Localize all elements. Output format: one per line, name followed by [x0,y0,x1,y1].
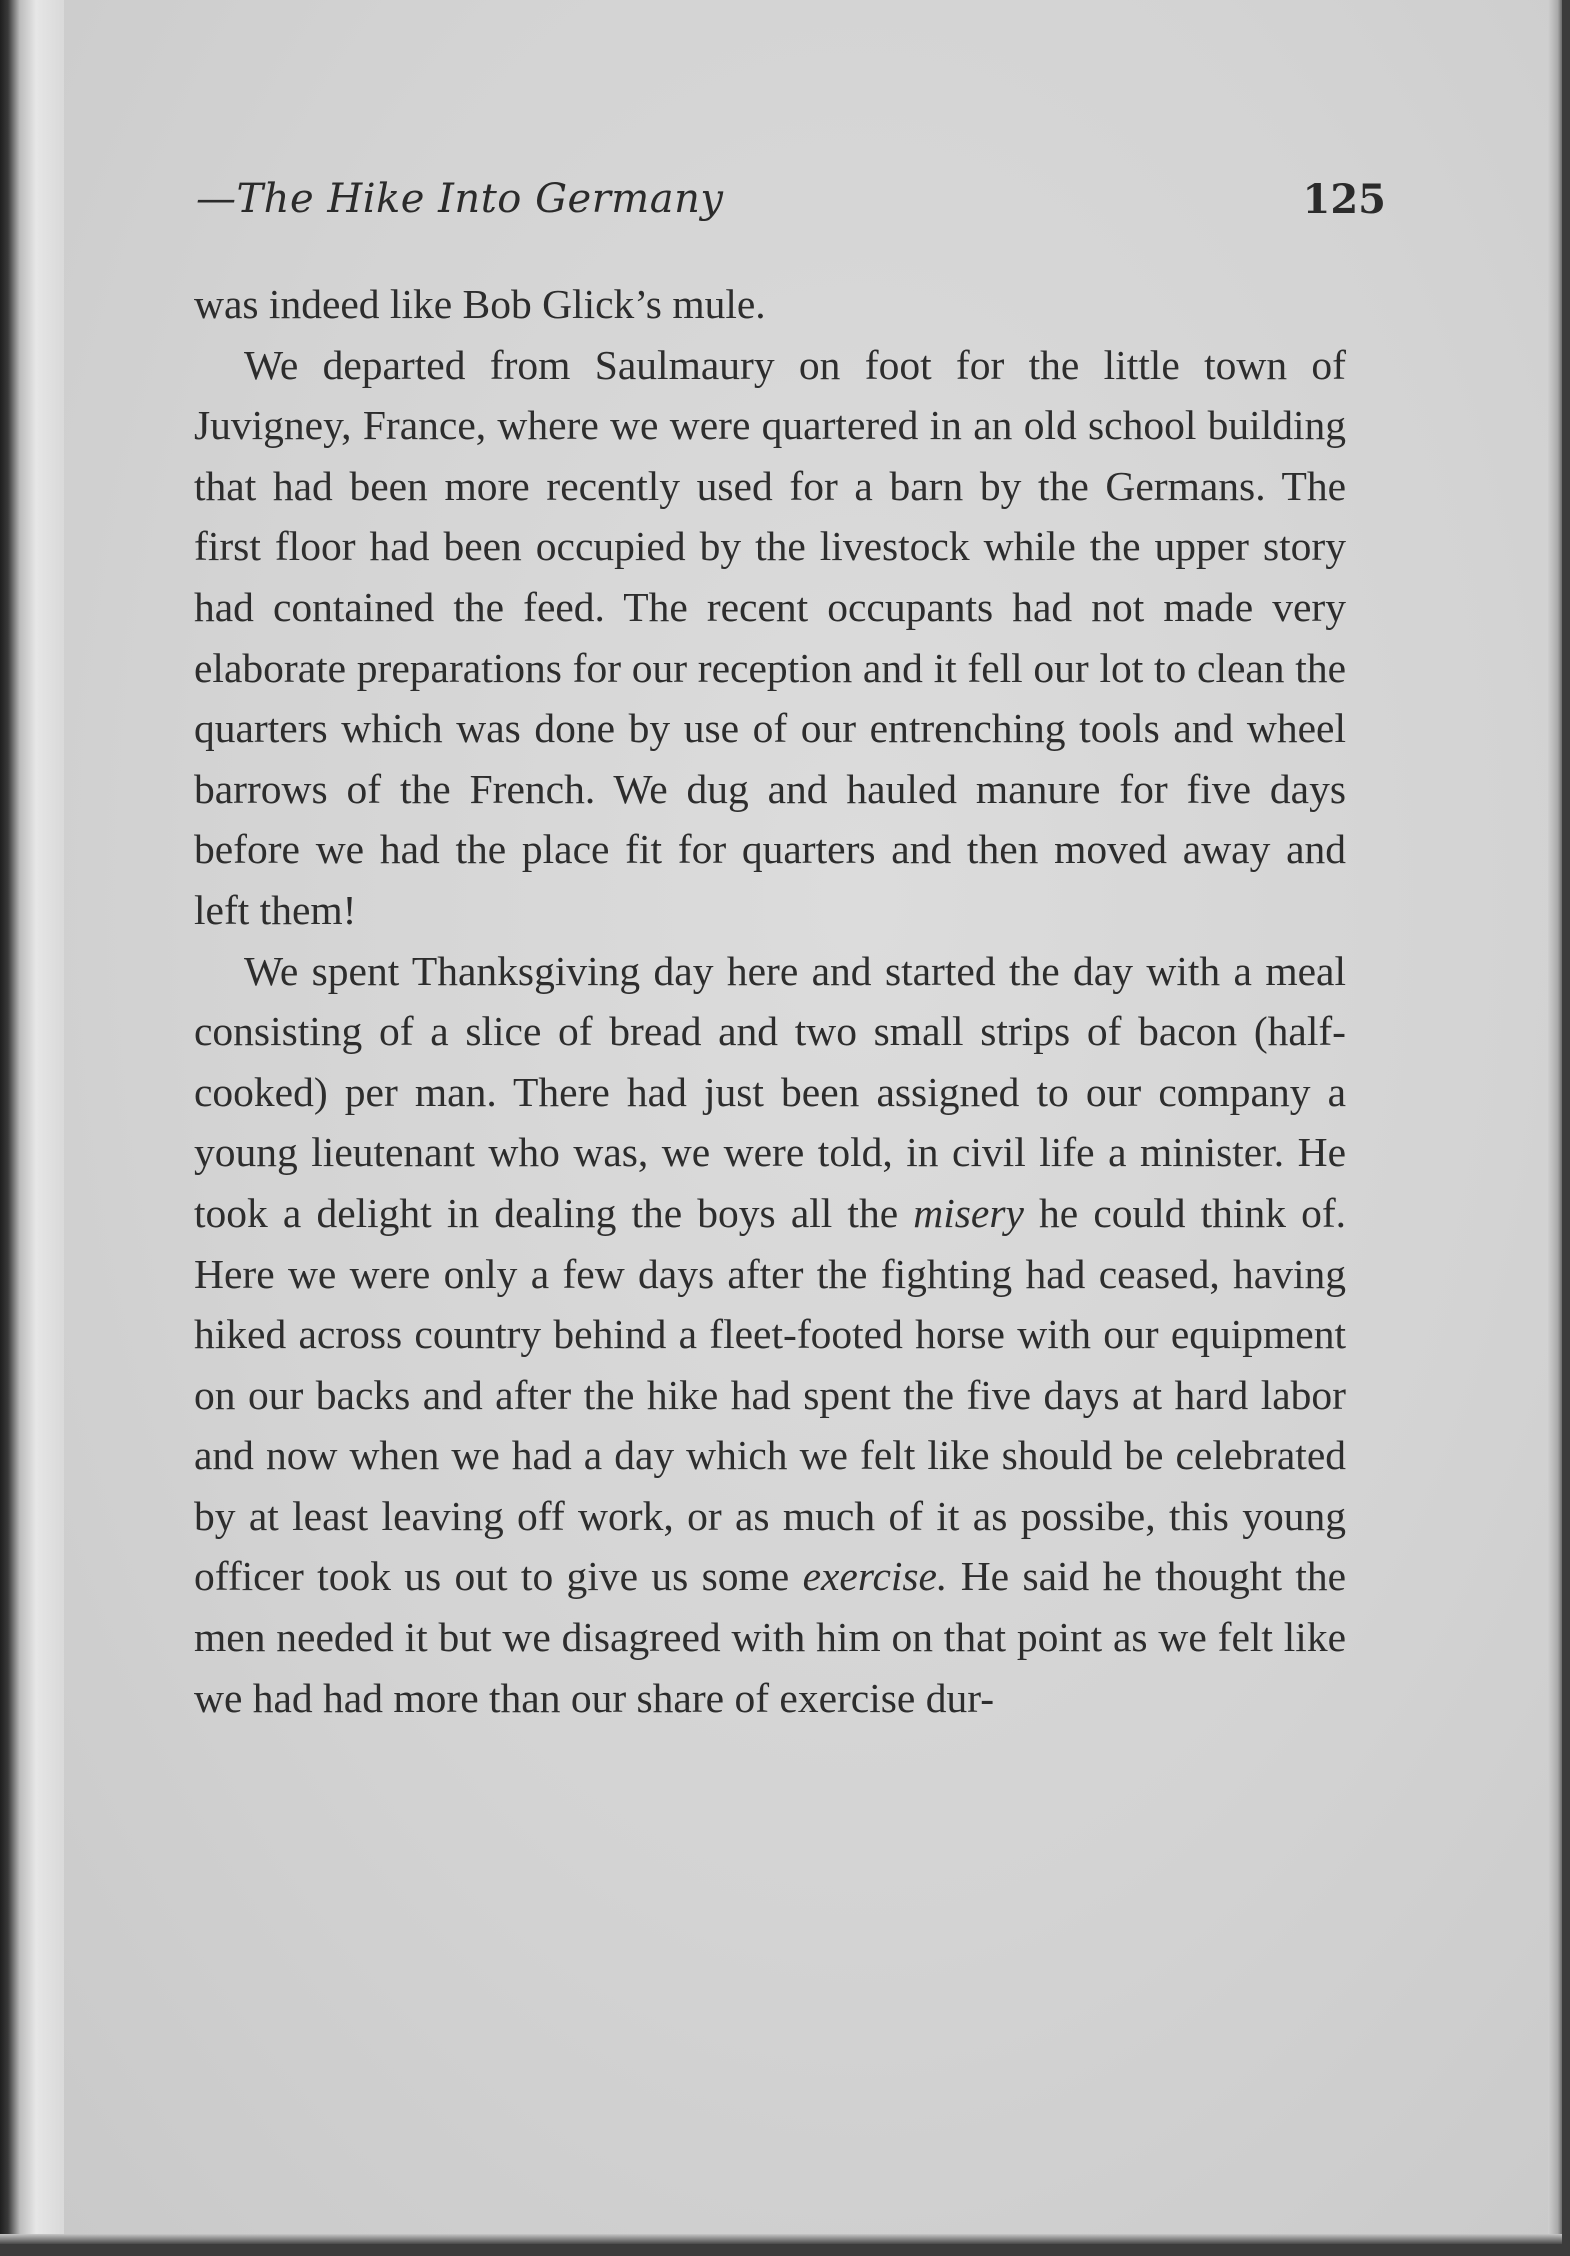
running-header [196,168,1386,228]
paragraph-3 [194,941,1346,1729]
paragraph-1 [194,274,1346,335]
paragraph-3-text-b: he could think of. Here we were only a few days after the fighting had ceased, having hiked across country behind a fleet-footed horse with our equipment on our backs and after the hike had spent the five days at hard labor and now when we had a day which we felt like should be celebrated by at least leaving off work, or as much of it as possibe, this young officer took us out to give us some [194,1189,1347,1600]
paragraph-2 [194,335,1346,941]
page-right-edge [1548,0,1562,2244]
page-spine-shadow [0,0,64,2244]
paragraph-3-text-c: He said he thought the men needed it but we disagreed with him on that point as we felt like we had had more than our share of exercise dur- [194,1553,1347,1721]
page-bottom-edge [0,2234,1562,2244]
body-text [194,274,1346,1728]
page-number: 125 [1302,176,1386,223]
emphasis-exercise: exercise. [802,1553,948,1600]
emphasis-misery: misery [913,1189,1024,1236]
paragraph-3-text-a: We spent Thanksgiving day here and started the day with a meal consisting of a slice of bread and two small strips of bacon (half-cooked) per man. There had just been assigned to our company a young lieutenant who was, we were told, in civil life a minister. He took a delight in dealing the boys all the [194,947,1346,1236]
paragraph-2-text: We departed from Saulmaury on foot for the little town of Juvigney, France, where we were quartered in an old school building that had been more recently used for a barn by the Germans. The first floor had been occupied by the livestock while the upper story had contained the feed. The recent occupants had not made very elaborate preparations for our reception and it fell our lot to clean the quarters which was done by use of our entrenching tools and wheel barrows of the French. We dug and hauled manure for five days before we had the place fit for quarters and then moved away and left them! [194,341,1346,933]
paragraph-1-text: was indeed like Bob Glick’s mule. [194,281,766,327]
running-title: —The Hike Into Germany [196,176,724,222]
